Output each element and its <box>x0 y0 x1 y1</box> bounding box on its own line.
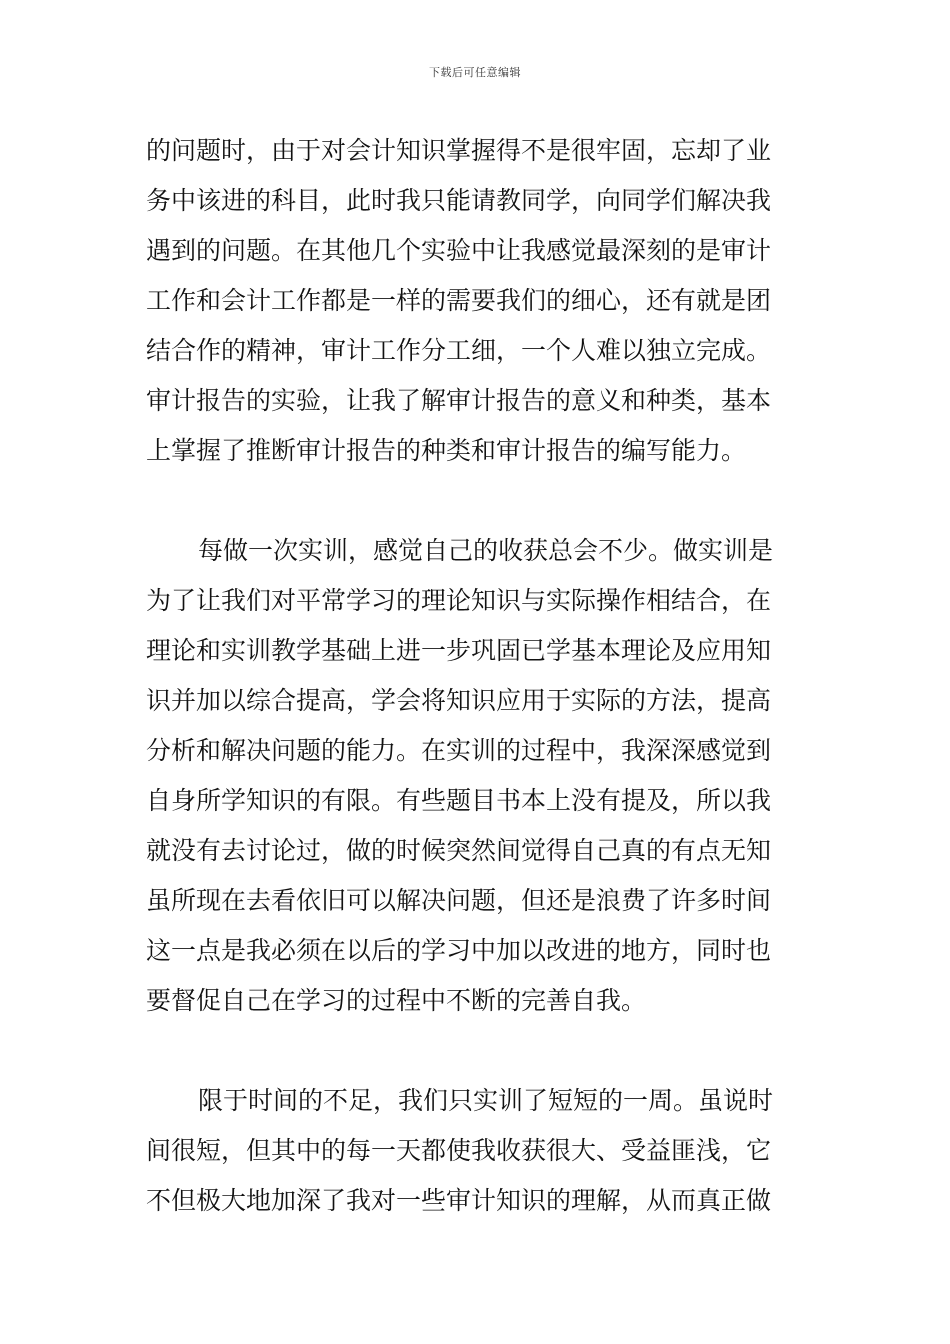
text-line: 理论和实训教学基础上进一步巩固已学基本理论及应用知 <box>146 636 772 665</box>
paragraph-2 <box>146 526 810 1026</box>
text-line: 务中该进的科目，此时我只能请教同学，向同学们解决我 <box>146 186 772 215</box>
paragraph-spacer <box>146 476 810 526</box>
text-line: 分析和解决问题的能力。在实训的过程中，我深深感觉到 <box>146 736 772 765</box>
text-line: 不但极大地加深了我对一些审计知识的理解，从而真正做 <box>146 1186 772 1215</box>
text-line: 工作和会计工作都是一样的需要我们的细心，还有就是团 <box>146 286 772 315</box>
text-line: 每做一次实训，感觉自己的收获总会不少。做实训是 <box>198 536 774 565</box>
paragraph-1 <box>146 126 810 476</box>
text-line: 的问题时，由于对会计知识掌握得不是很牢固，忘却了业 <box>146 136 772 165</box>
text-line: 就没有去讨论过，做的时候突然间觉得自己真的有点无知 <box>146 836 772 865</box>
text-line: 限于时间的不足，我们只实训了短短的一周。虽说时 <box>198 1086 774 1115</box>
text-line: 遇到的问题。在其他几个实验中让我感觉最深刻的是审计 <box>146 236 772 265</box>
text-line: 自身所学知识的有限。有些题目书本上没有提及，所以我 <box>146 786 772 815</box>
text-line: 这一点是我必须在以后的学习中加以改进的地方，同时也 <box>146 936 772 965</box>
document-body <box>146 126 810 1226</box>
text-line: 虽所现在去看依旧可以解决问题，但还是浪费了许多时间 <box>146 886 772 915</box>
text-line: 结合作的精神，审计工作分工细，一个人难以独立完成。 <box>146 336 772 365</box>
text-line: 间很短，但其中的每一天都使我收获很大、受益匪浅，它 <box>146 1136 772 1165</box>
paragraph-spacer <box>146 1026 810 1076</box>
paragraph-3 <box>146 1076 810 1226</box>
text-line: 审计报告的实验，让我了解审计报告的意义和种类，基本 <box>146 386 772 415</box>
text-line: 为了让我们对平常学习的理论知识与实际操作相结合，在 <box>146 586 772 615</box>
text-line: 上掌握了推断审计报告的种类和审计报告的编写能力。 <box>146 436 747 465</box>
text-line: 要督促自己在学习的过程中不断的完善自我。 <box>146 986 647 1015</box>
text-line: 识并加以综合提高，学会将知识应用于实际的方法，提高 <box>146 686 772 715</box>
page-header: 下载后可任意编辑 <box>429 66 521 79</box>
